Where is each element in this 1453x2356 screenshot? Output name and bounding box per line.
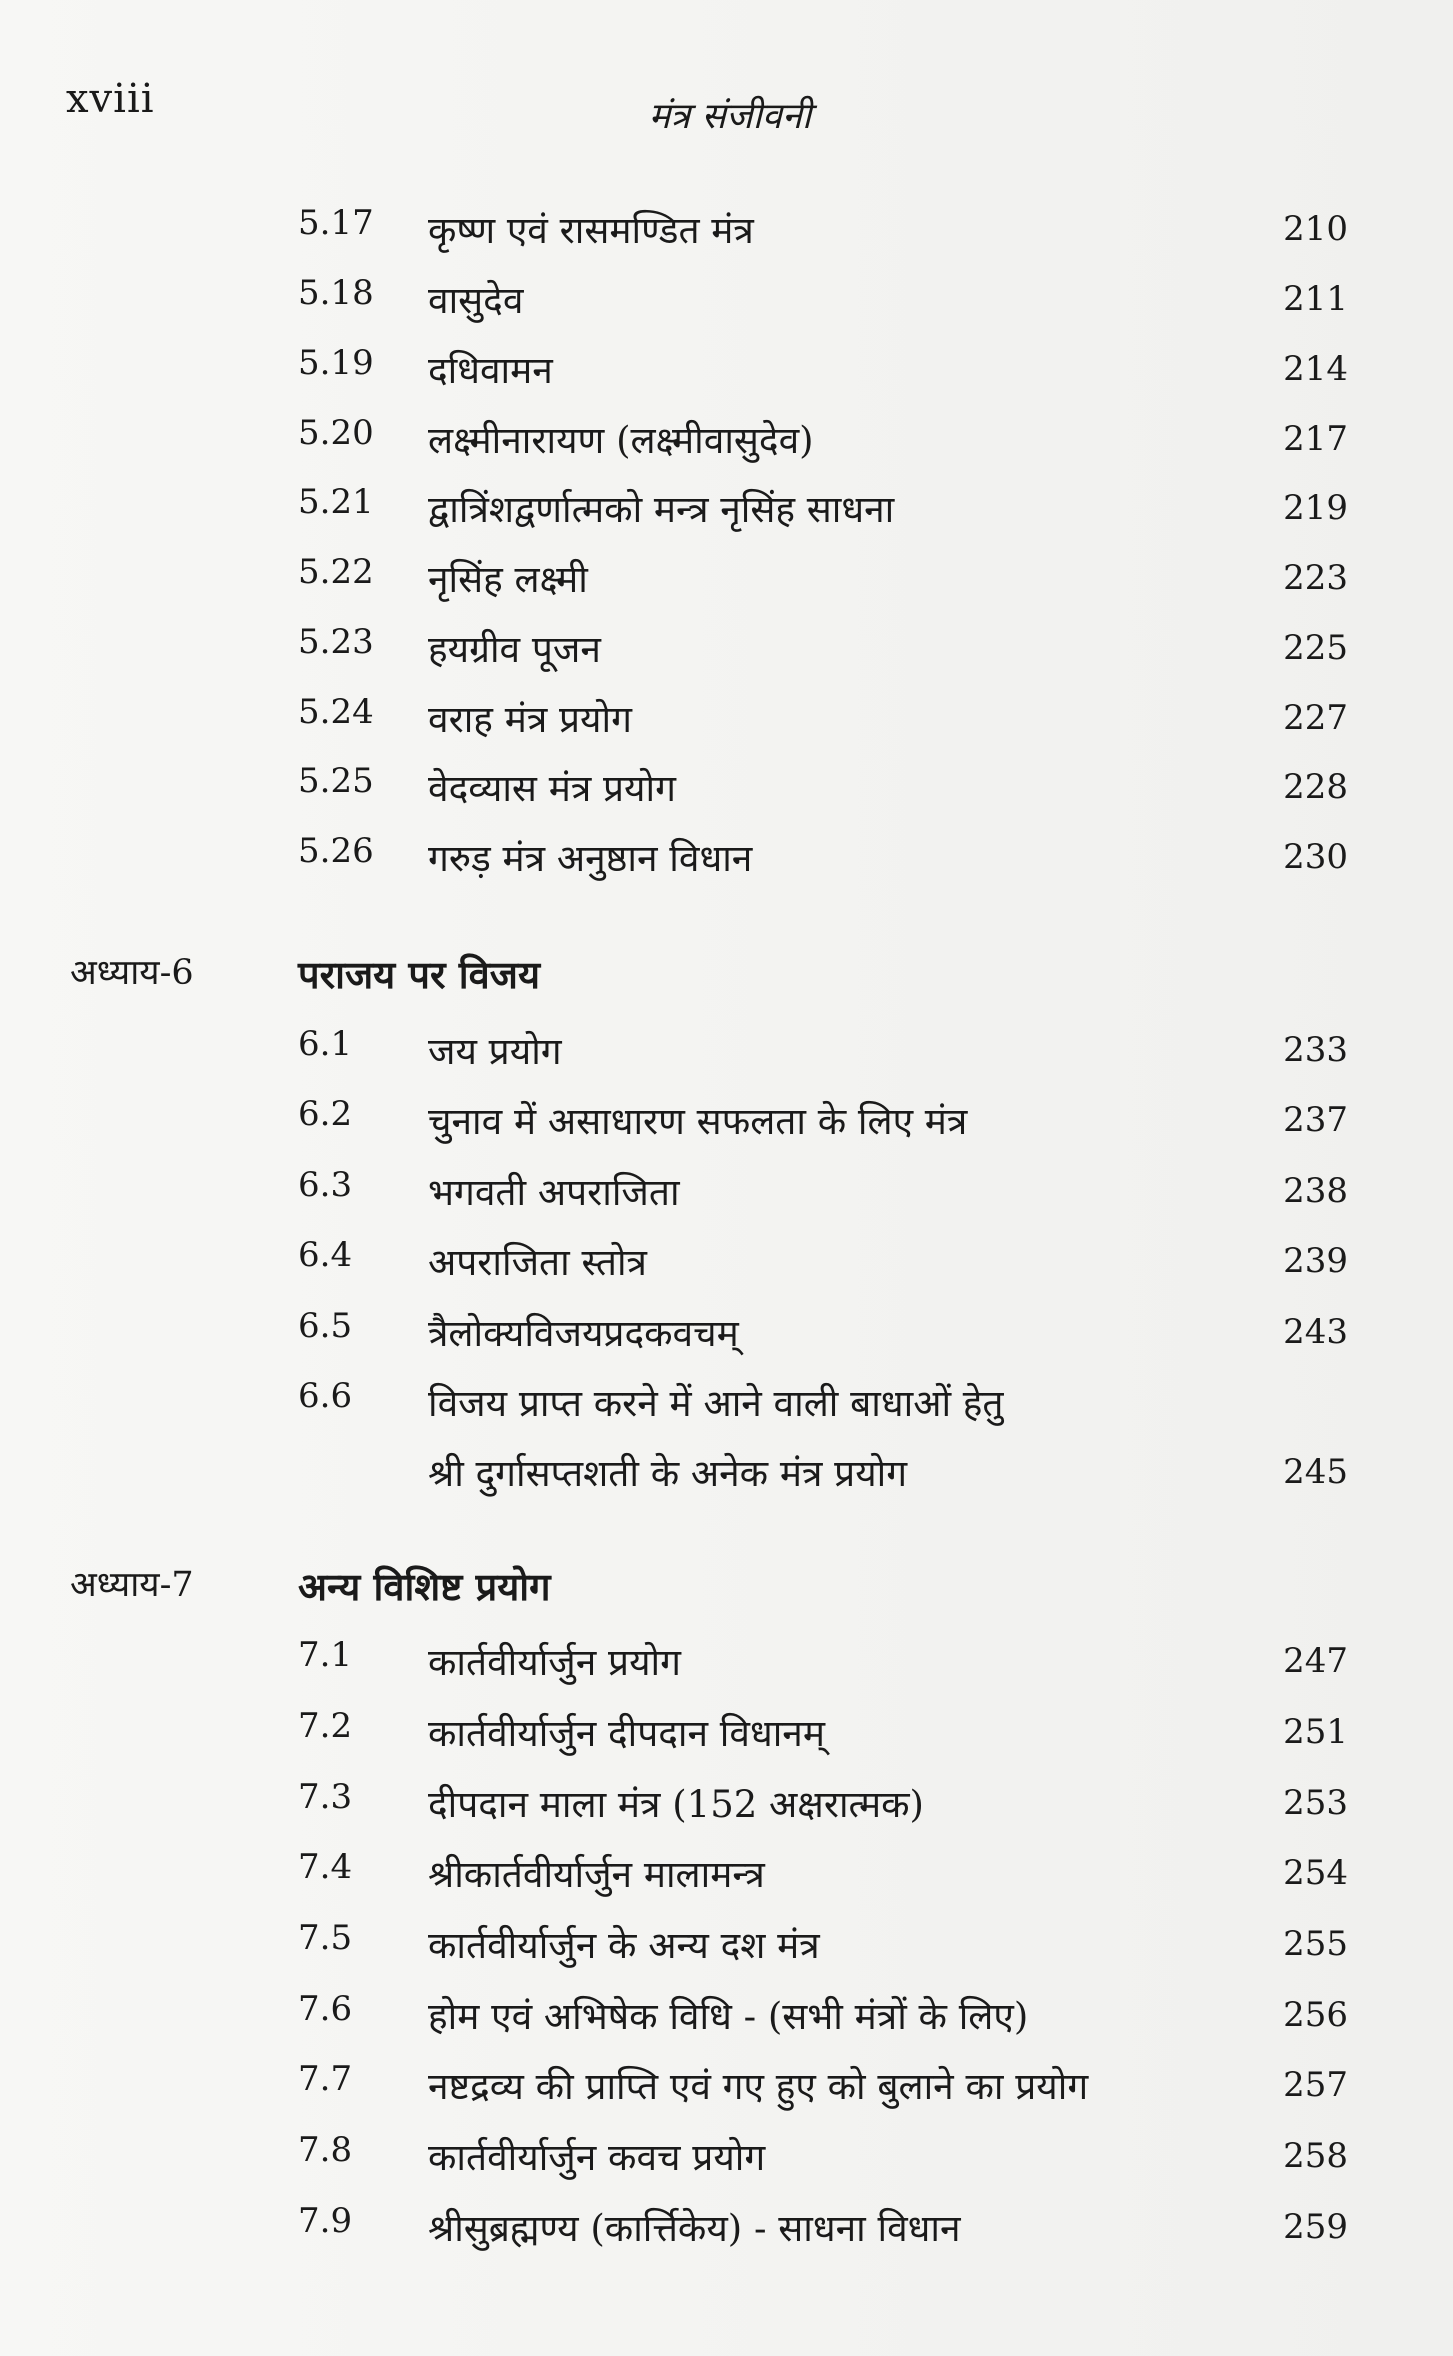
toc-entry-7-9 bbox=[0, 2201, 1453, 2257]
entry-number: 5.24 bbox=[298, 692, 374, 732]
toc-entry-6-2 bbox=[0, 1094, 1453, 1150]
entry-title: श्रीसुब्रह्मण्य (कार्त्तिकेय) - साधना विधान bbox=[428, 2207, 961, 2250]
entry-page: 251 bbox=[1283, 1712, 1348, 1752]
toc-entry-7-1 bbox=[0, 1635, 1453, 1691]
entry-title: त्रैलोक्यविजयप्रदकवचम् bbox=[428, 1312, 739, 1355]
toc-entry-5-19 bbox=[0, 343, 1453, 399]
entry-number: 6.6 bbox=[298, 1376, 353, 1416]
entry-title: गरुड़ मंत्र अनुष्ठान विधान bbox=[428, 837, 753, 880]
chapter-title: अन्य विशिष्ट प्रयोग bbox=[298, 1564, 551, 1609]
entry-page: 254 bbox=[1283, 1853, 1348, 1893]
toc-entry-7-5 bbox=[0, 1918, 1453, 1974]
toc-entry-6-1 bbox=[0, 1024, 1453, 1080]
entry-number: 5.20 bbox=[298, 413, 374, 453]
entry-number: 5.22 bbox=[298, 552, 374, 592]
entry-title: जय प्रयोग bbox=[428, 1030, 562, 1073]
entry-page: 238 bbox=[1283, 1171, 1348, 1211]
toc-entry-7-7 bbox=[0, 2059, 1453, 2115]
entry-page: 257 bbox=[1283, 2065, 1348, 2105]
entry-title: दधिवामन bbox=[428, 349, 553, 392]
entry-number: 6.3 bbox=[298, 1165, 353, 1205]
entry-title-line2: श्री दुर्गासप्तशती के अनेक मंत्र प्रयोग bbox=[428, 1452, 908, 1495]
entry-number: 7.5 bbox=[298, 1918, 353, 1958]
entry-page: 255 bbox=[1283, 1924, 1348, 1964]
entry-number: 7.1 bbox=[298, 1635, 353, 1675]
chapter-label: अध्याय-6 bbox=[70, 953, 194, 993]
entry-title: कृष्ण एवं रासमण्डित मंत्र bbox=[428, 209, 754, 252]
entry-page: 233 bbox=[1283, 1030, 1348, 1070]
entry-page: 214 bbox=[1283, 349, 1348, 389]
entry-number: 7.8 bbox=[298, 2130, 353, 2170]
entry-title: कार्तवीर्यार्जुन दीपदान विधानम् bbox=[428, 1712, 825, 1755]
entry-page: 237 bbox=[1283, 1100, 1348, 1140]
entry-page: 259 bbox=[1283, 2207, 1348, 2247]
entry-title: वेदव्यास मंत्र प्रयोग bbox=[428, 767, 676, 810]
entry-title: नष्टद्रव्य की प्राप्ति एवं गए हुए को बुलाने का प्रयोग bbox=[428, 2065, 1089, 2108]
entry-number: 7.9 bbox=[298, 2201, 353, 2241]
entry-title-line1: विजय प्राप्त करने में आने वाली बाधाओं हेतु bbox=[428, 1382, 1004, 1425]
entry-page: 227 bbox=[1283, 698, 1348, 738]
toc-entry-5-23 bbox=[0, 622, 1453, 678]
toc-entry-7-8 bbox=[0, 2130, 1453, 2186]
toc-entry-5-22 bbox=[0, 552, 1453, 608]
chapter-title: पराजय पर विजय bbox=[298, 952, 540, 997]
entry-page: 247 bbox=[1283, 1641, 1348, 1681]
entry-number: 5.18 bbox=[298, 273, 374, 313]
entry-number: 7.2 bbox=[298, 1706, 353, 1746]
entry-title: द्वात्रिंशद्वर्णात्मको मन्त्र नृसिंह साधना bbox=[428, 488, 895, 531]
entry-page: 223 bbox=[1283, 558, 1348, 598]
entry-page: 243 bbox=[1283, 1312, 1348, 1352]
entry-page: 219 bbox=[1283, 488, 1348, 528]
toc-entry-6-5 bbox=[0, 1306, 1453, 1362]
entry-number: 6.4 bbox=[298, 1235, 353, 1275]
toc-entry-6-3 bbox=[0, 1165, 1453, 1221]
chapter-7-heading bbox=[0, 1560, 1453, 1616]
entry-page: 210 bbox=[1283, 209, 1348, 249]
chapter-label: अध्याय-7 bbox=[70, 1565, 194, 1605]
toc-entry-7-3 bbox=[0, 1777, 1453, 1833]
toc-entry-5-18 bbox=[0, 273, 1453, 329]
toc-entry-5-26 bbox=[0, 831, 1453, 887]
entry-title: वासुदेव bbox=[428, 279, 524, 322]
entry-number: 5.23 bbox=[298, 622, 374, 662]
entry-title: नृसिंह लक्ष्मी bbox=[428, 558, 588, 601]
toc-entry-6-6-continuation bbox=[0, 1446, 1453, 1502]
entry-title: कार्तवीर्यार्जुन के अन्य दश मंत्र bbox=[428, 1924, 820, 1967]
entry-number: 6.5 bbox=[298, 1306, 353, 1346]
toc-entry-6-4 bbox=[0, 1235, 1453, 1291]
entry-title: वराह मंत्र प्रयोग bbox=[428, 698, 632, 741]
entry-number: 5.25 bbox=[298, 761, 374, 801]
entry-number: 5.17 bbox=[298, 203, 374, 243]
entry-number: 5.26 bbox=[298, 831, 374, 871]
entry-page: 256 bbox=[1283, 1995, 1348, 2035]
entry-page: 228 bbox=[1283, 767, 1348, 807]
entry-page: 253 bbox=[1283, 1783, 1348, 1823]
entry-number: 7.7 bbox=[298, 2059, 353, 2099]
entry-number: 6.1 bbox=[298, 1024, 353, 1064]
toc-entry-7-6 bbox=[0, 1989, 1453, 2045]
entry-number: 7.4 bbox=[298, 1847, 353, 1887]
entry-page: 258 bbox=[1283, 2136, 1348, 2176]
entry-number: 6.2 bbox=[298, 1094, 353, 1134]
entry-page: 225 bbox=[1283, 628, 1348, 668]
toc-entry-6-6 bbox=[0, 1376, 1453, 1432]
entry-title: लक्ष्मीनारायण (लक्ष्मीवासुदेव) bbox=[428, 419, 814, 462]
entry-page: 211 bbox=[1283, 279, 1348, 319]
entry-title: हयग्रीव पूजन bbox=[428, 628, 601, 671]
toc-entry-5-24 bbox=[0, 692, 1453, 748]
entry-title: अपराजिता स्तोत्र bbox=[428, 1241, 647, 1284]
toc-entry-7-2 bbox=[0, 1706, 1453, 1762]
entry-number: 7.3 bbox=[298, 1777, 353, 1817]
chapter-6-heading bbox=[0, 948, 1453, 1004]
entry-title: होम एवं अभिषेक विधि - (सभी मंत्रों के लिए) bbox=[428, 1995, 1029, 2038]
toc-entry-5-20 bbox=[0, 413, 1453, 469]
running-header-title: मंत्र संजीवनी bbox=[648, 96, 812, 137]
entry-page: 230 bbox=[1283, 837, 1348, 877]
entry-title: दीपदान माला मंत्र (152 अक्षरात्मक) bbox=[428, 1783, 924, 1826]
toc-entry-5-21 bbox=[0, 482, 1453, 538]
entry-title: भगवती अपराजिता bbox=[428, 1171, 680, 1214]
entry-number: 7.6 bbox=[298, 1989, 353, 2029]
entry-page: 239 bbox=[1283, 1241, 1348, 1281]
entry-number: 5.19 bbox=[298, 343, 374, 383]
page-number: xviii bbox=[66, 76, 155, 122]
entry-number: 5.21 bbox=[298, 482, 374, 522]
entry-title: श्रीकार्तवीर्यार्जुन मालामन्त्र bbox=[428, 1853, 765, 1896]
entry-title: कार्तवीर्यार्जुन प्रयोग bbox=[428, 1641, 681, 1684]
toc-entry-5-25 bbox=[0, 761, 1453, 817]
entry-page: 217 bbox=[1283, 419, 1348, 459]
toc-entry-5-17 bbox=[0, 203, 1453, 259]
entry-title: चुनाव में असाधारण सफलता के लिए मंत्र bbox=[428, 1100, 968, 1143]
toc-entry-7-4 bbox=[0, 1847, 1453, 1903]
entry-title: कार्तवीर्यार्जुन कवच प्रयोग bbox=[428, 2136, 766, 2179]
entry-page: 245 bbox=[1283, 1452, 1348, 1492]
